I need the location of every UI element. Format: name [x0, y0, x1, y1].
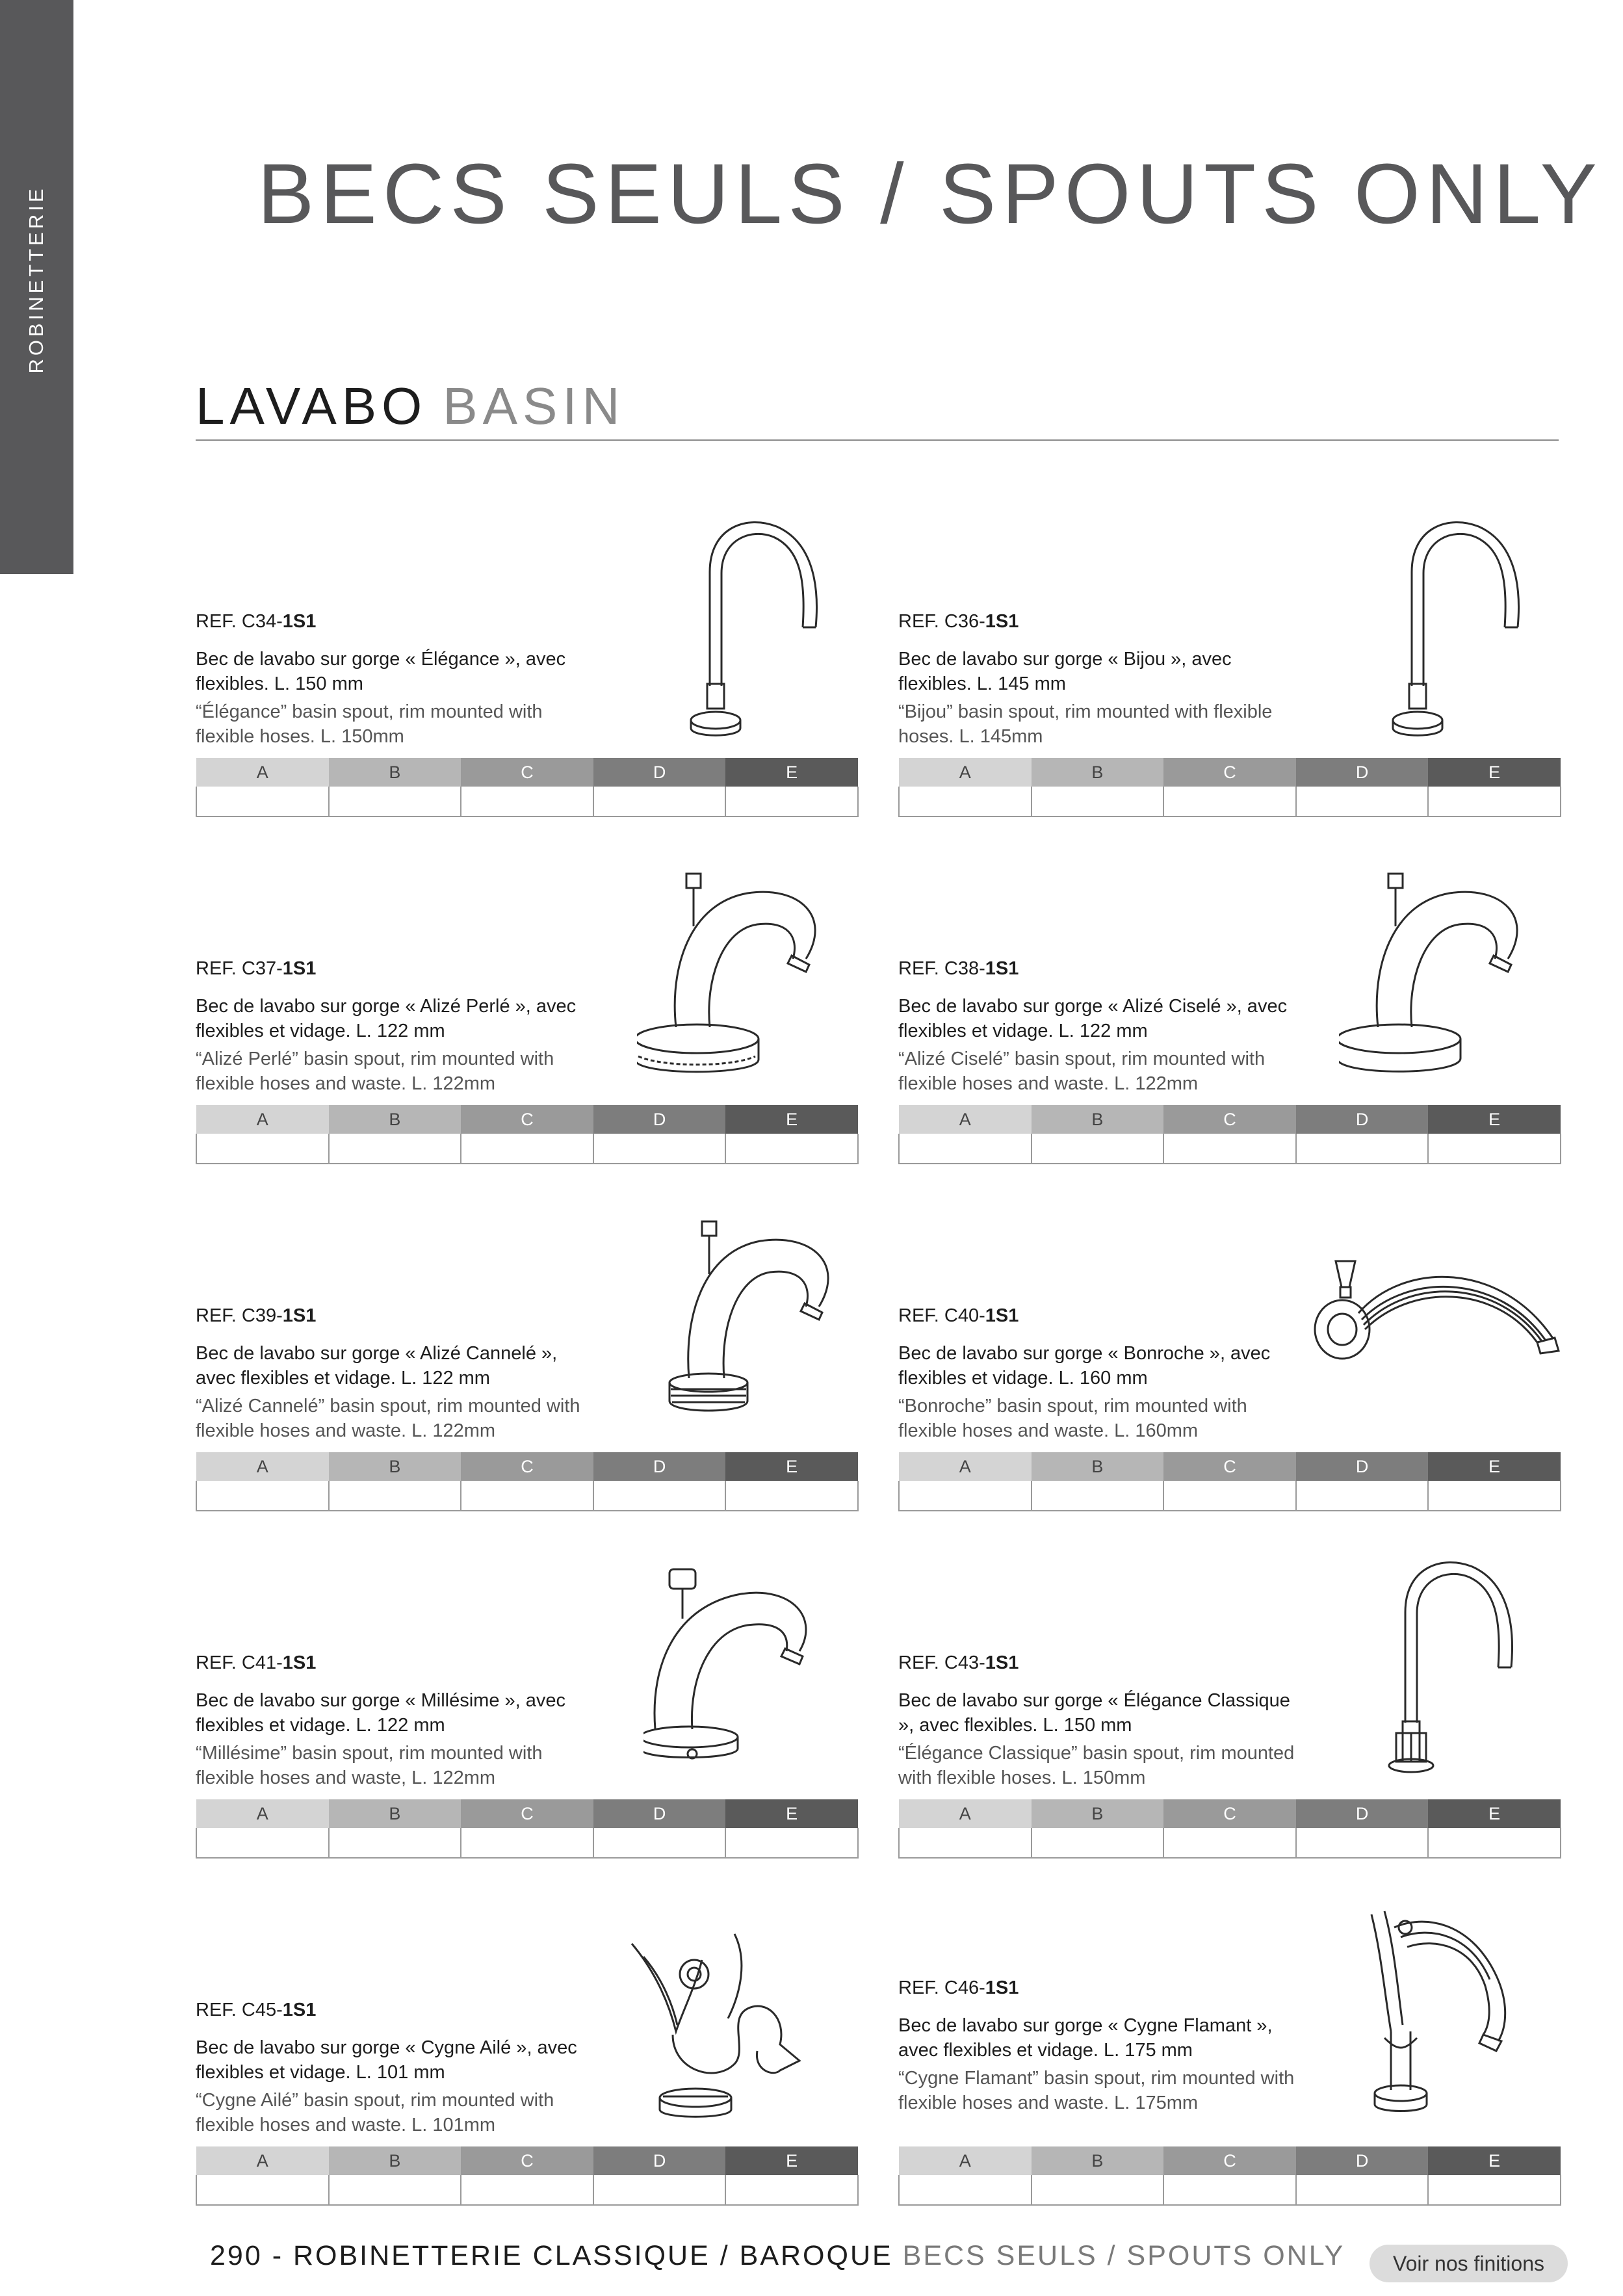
- product-ref: REF. C40-1S1: [898, 1305, 1019, 1326]
- finish-cell: [461, 1828, 593, 1858]
- product-ref: REF. C46-1S1: [898, 1977, 1019, 1998]
- finish-cell: [1163, 1828, 1296, 1858]
- product-description-fr: Bec de lavabo sur gorge « Alizé Ciselé », avec flexibles et vidage. L. 122 mm: [898, 996, 1288, 1041]
- finish-cell: [899, 1828, 1032, 1858]
- finish-col-a: A: [899, 1105, 1032, 1134]
- finish-cell: [593, 1134, 726, 1164]
- product-ref: REF. C34-1S1: [196, 611, 317, 632]
- finish-col-c: C: [1163, 758, 1296, 787]
- finish-col-b: B: [329, 1105, 461, 1134]
- finish-col-d: D: [1296, 2146, 1429, 2175]
- finish-cell: [899, 787, 1032, 816]
- finish-cell: [725, 1134, 858, 1164]
- finish-col-c: C: [1163, 1452, 1296, 1481]
- product-ref: REF. C45-1S1: [196, 2000, 317, 2020]
- finish-cell: [1428, 787, 1561, 816]
- finish-col-b: B: [329, 758, 461, 787]
- finish-table: [898, 1452, 1561, 1511]
- product-ref: REF. C41-1S1: [196, 1652, 317, 1673]
- finish-cell: [1296, 1481, 1429, 1511]
- finish-col-d: D: [1296, 1452, 1429, 1481]
- finish-col-d: D: [593, 1452, 726, 1481]
- product-description-fr: Bec de lavabo sur gorge « Bijou », avec flexibles. L. 145 mm: [898, 649, 1232, 694]
- finish-col-e: E: [1428, 2146, 1561, 2175]
- gooseneck-spout-icon: [669, 514, 864, 741]
- finish-col-b: B: [329, 2146, 461, 2175]
- finish-col-a: A: [196, 758, 329, 787]
- finish-col-e: E: [725, 1452, 858, 1481]
- section-heading-en: BASIN: [443, 377, 625, 435]
- finish-cell: [1163, 2175, 1296, 2205]
- product-description-fr: Bec de lavabo sur gorge « Alizé Perlé », avec flexibles et vidage. L. 122 mm: [196, 996, 577, 1041]
- product-description-en: “Alizé Cannelé” basin spout, rim mounted with flexible hoses and waste. L. 122mm: [196, 1396, 580, 1441]
- arched-ribbed-spout-icon: [1306, 1248, 1566, 1404]
- finish-cell: [593, 787, 726, 816]
- finish-cell: [1428, 1828, 1561, 1858]
- finish-table: [898, 1105, 1561, 1164]
- footer-main: 290 - ROBINETTERIE CLASSIQUE / BAROQUE: [210, 2240, 893, 2271]
- finish-col-b: B: [1032, 1105, 1164, 1134]
- finish-cell: [196, 1481, 329, 1511]
- finish-col-a: A: [196, 2146, 329, 2175]
- finish-cell: [1163, 1134, 1296, 1164]
- finish-cell: [329, 787, 461, 816]
- finish-col-c: C: [461, 1452, 593, 1481]
- product-description-fr: Bec de lavabo sur gorge « Bonroche », avec flexibles et vidage. L. 160 mm: [898, 1343, 1271, 1389]
- finish-table: [898, 758, 1561, 817]
- product-description-fr: Bec de lavabo sur gorge « Cygne Ailé », avec flexibles et vidage. L. 101 mm: [196, 2037, 577, 2083]
- finish-col-e: E: [1428, 758, 1561, 787]
- finish-cell: [461, 2175, 593, 2205]
- finish-cell: [196, 2175, 329, 2205]
- finish-cell: [725, 1828, 858, 1858]
- finish-cell: [899, 1134, 1032, 1164]
- gooseneck-spout-classic-icon: [1365, 1554, 1560, 1781]
- swan-winged-spout-icon: [617, 1921, 858, 2129]
- finish-cell: [329, 1134, 461, 1164]
- page-title: BECS SEULS / SPOUTS ONLY: [257, 146, 1603, 241]
- product-description-fr: Bec de lavabo sur gorge « Élégance Classique », avec flexibles. L. 150 mm: [898, 1690, 1290, 1736]
- finish-col-b: B: [329, 1452, 461, 1481]
- finish-col-d: D: [1296, 758, 1429, 787]
- product-description-en: “Alizé Ciselé” basin spout, rim mounted with flexible hoses and waste. L. 122mm: [898, 1049, 1266, 1094]
- finish-col-b: B: [1032, 758, 1164, 787]
- finish-col-e: E: [1428, 1105, 1561, 1134]
- product-description-en: “Cygne Flamant” basin spout, rim mounted with flexible hoses and waste. L. 175mm: [898, 2068, 1295, 2113]
- finish-col-a: A: [196, 1452, 329, 1481]
- finish-col-a: A: [899, 1799, 1032, 1828]
- finish-cell: [899, 1481, 1032, 1511]
- finish-col-d: D: [593, 1799, 726, 1828]
- finish-cell: [329, 1481, 461, 1511]
- finish-table: [196, 1105, 859, 1164]
- footer-section: BECS SEULS / SPOUTS ONLY: [902, 2240, 1345, 2271]
- finish-cell: [1428, 1134, 1561, 1164]
- finish-cell: [329, 2175, 461, 2205]
- finish-col-d: D: [593, 758, 726, 787]
- finish-col-c: C: [461, 2146, 593, 2175]
- finish-col-e: E: [725, 2146, 858, 2175]
- finish-col-a: A: [196, 1105, 329, 1134]
- finish-col-c: C: [1163, 2146, 1296, 2175]
- curved-spout-fluted-base-icon: [656, 1212, 864, 1427]
- product-description-fr: Bec de lavabo sur gorge « Millésime », avec flexibles et vidage. L. 122 mm: [196, 1690, 566, 1736]
- product-ref: REF. C38-1S1: [898, 958, 1019, 979]
- finish-col-b: B: [329, 1799, 461, 1828]
- product-description-en: “Bonroche” basin spout, rim mounted with flexible hoses and waste. L. 160mm: [898, 1396, 1247, 1441]
- product-description-fr: Bec de lavabo sur gorge « Élégance », avec flexibles. L. 150 mm: [196, 649, 566, 694]
- finish-cell: [1428, 2175, 1561, 2205]
- finish-col-c: C: [461, 1799, 593, 1828]
- finish-table: [898, 1799, 1561, 1859]
- finish-cell: [1032, 1828, 1164, 1858]
- finish-cell: [461, 1134, 593, 1164]
- finish-col-c: C: [461, 758, 593, 787]
- product-ref: REF. C39-1S1: [196, 1305, 317, 1326]
- finish-cell: [1296, 787, 1429, 816]
- finish-col-e: E: [725, 1799, 858, 1828]
- finish-col-a: A: [899, 2146, 1032, 2175]
- section-divider: [196, 439, 1559, 441]
- finish-cell: [1296, 1828, 1429, 1858]
- finish-cell: [899, 2175, 1032, 2205]
- finish-col-a: A: [899, 1452, 1032, 1481]
- curved-spout-pearl-base-icon: [637, 865, 858, 1092]
- finish-cell: [461, 787, 593, 816]
- finish-cell: [725, 2175, 858, 2205]
- product-ref: REF. C36-1S1: [898, 611, 1019, 632]
- product-description-en: “Cygne Ailé” basin spout, rim mounted with flexible hoses and waste. L. 101mm: [196, 2090, 554, 2135]
- finish-cell: [593, 1828, 726, 1858]
- finish-cell: [196, 1828, 329, 1858]
- finish-col-a: A: [899, 758, 1032, 787]
- finish-cell: [196, 787, 329, 816]
- finish-col-d: D: [1296, 1799, 1429, 1828]
- finish-col-b: B: [1032, 1452, 1164, 1481]
- finish-cell: [329, 1828, 461, 1858]
- finish-col-e: E: [725, 1105, 858, 1134]
- product-description-en: “Élégance” basin spout, rim mounted with flexible hoses. L. 150mm: [196, 701, 543, 747]
- product-ref: REF. C37-1S1: [196, 958, 317, 979]
- footer-page-label: [210, 2240, 1345, 2272]
- finish-table: [898, 2146, 1561, 2206]
- curved-spout-knob-icon: [643, 1560, 858, 1775]
- finish-cell: [1032, 787, 1164, 816]
- view-finishes-button[interactable]: Voir nos finitions: [1370, 2245, 1568, 2282]
- finish-col-d: D: [593, 1105, 726, 1134]
- finish-col-d: D: [593, 2146, 726, 2175]
- section-heading-fr: LAVABO: [196, 377, 428, 435]
- product-description-en: “Alizé Perlé” basin spout, rim mounted with flexible hoses and waste. L. 122mm: [196, 1049, 554, 1094]
- product-ref: REF. C43-1S1: [898, 1652, 1019, 1673]
- finish-col-b: B: [1032, 2146, 1164, 2175]
- finish-col-c: C: [461, 1105, 593, 1134]
- product-description-en: “Millésime” basin spout, rim mounted with flexible hoses and waste, L. 122mm: [196, 1743, 543, 1788]
- sidebar-tab: [0, 0, 73, 574]
- finish-col-c: C: [1163, 1105, 1296, 1134]
- finish-table: [196, 1452, 859, 1511]
- finish-cell: [1428, 1481, 1561, 1511]
- curved-spout-chiseled-base-icon: [1339, 865, 1560, 1092]
- product-description-en: “Bijou” basin spout, rim mounted with flexible hoses. L. 145mm: [898, 701, 1273, 747]
- finish-cell: [1032, 1134, 1164, 1164]
- finish-cell: [1032, 2175, 1164, 2205]
- finish-table: [196, 758, 859, 817]
- finish-col-d: D: [1296, 1105, 1429, 1134]
- finish-cell: [593, 2175, 726, 2205]
- product-description-fr: Bec de lavabo sur gorge « Cygne Flamant », avec flexibles et vidage. L. 175 mm: [898, 2015, 1273, 2061]
- finish-col-b: B: [1032, 1799, 1164, 1828]
- finish-cell: [1032, 1481, 1164, 1511]
- section-heading: [196, 377, 625, 435]
- finish-cell: [593, 1481, 726, 1511]
- finish-col-e: E: [1428, 1799, 1561, 1828]
- product-description-en: “Élégance Classique” basin spout, rim mounted with flexible hoses. L. 150mm: [898, 1743, 1295, 1788]
- finish-col-c: C: [1163, 1799, 1296, 1828]
- finish-cell: [725, 1481, 858, 1511]
- finish-cell: [196, 1134, 329, 1164]
- finish-cell: [1163, 1481, 1296, 1511]
- gooseneck-spout-icon: [1371, 514, 1566, 741]
- finish-col-a: A: [196, 1799, 329, 1828]
- finish-cell: [461, 1481, 593, 1511]
- finish-col-e: E: [1428, 1452, 1561, 1481]
- finish-col-e: E: [725, 758, 858, 787]
- sidebar-label: ROBINETTERIE: [25, 185, 47, 374]
- finish-cell: [1163, 787, 1296, 816]
- finish-table: [196, 2146, 859, 2206]
- finish-table: [196, 1799, 859, 1859]
- swan-flamant-spout-icon: [1345, 1901, 1553, 2122]
- finish-cell: [1296, 2175, 1429, 2205]
- finish-cell: [1296, 1134, 1429, 1164]
- finish-cell: [725, 787, 858, 816]
- product-description-fr: Bec de lavabo sur gorge « Alizé Cannelé », avec flexibles et vidage. L. 122 mm: [196, 1343, 558, 1389]
